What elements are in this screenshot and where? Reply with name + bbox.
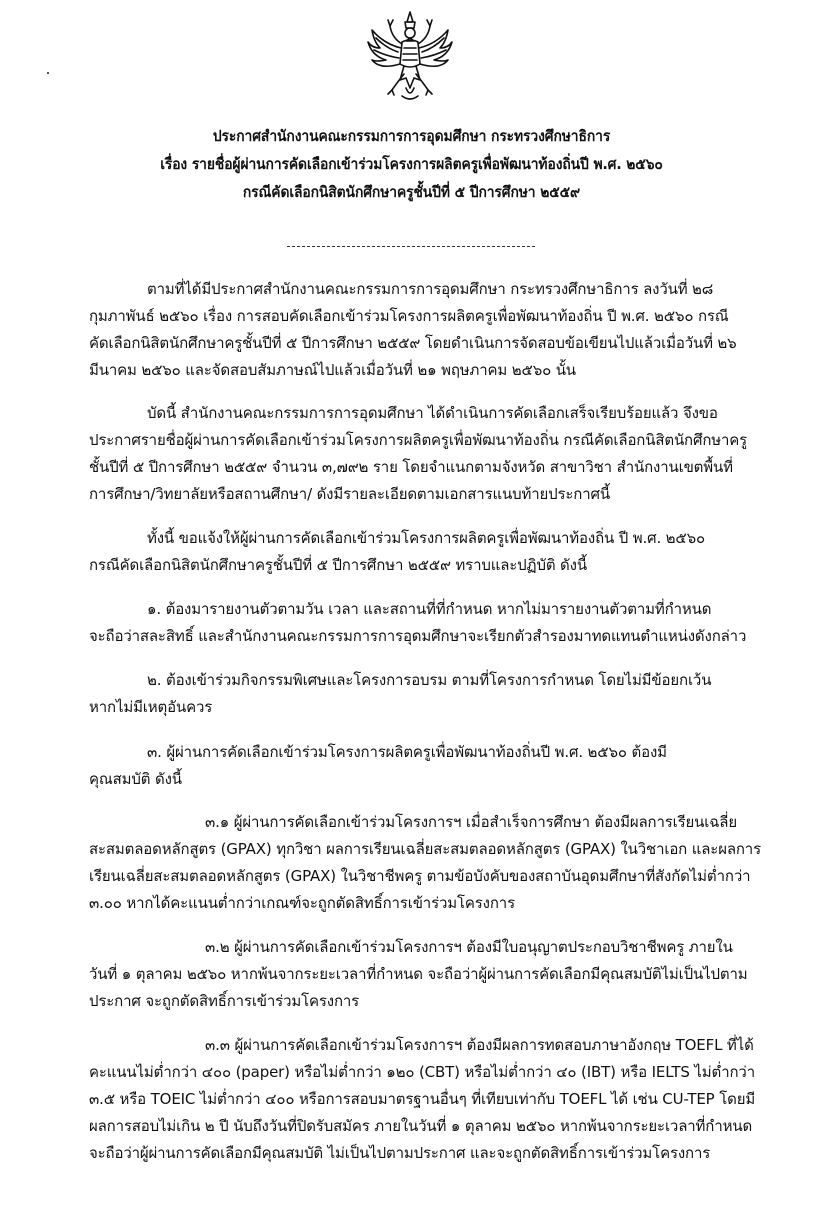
body-line: เรียนเฉลี่ยสะสมตลอดหลักสูตร (GPAX) ในวิชาชีพครู ตามข้อบังคับของสถาบันอุดมศึกษาที่สังกัดไม่ต่ำกว่า: [89, 867, 751, 885]
body-line: คุณสมบัติ ดังนี้: [89, 770, 182, 788]
scan-speck: [47, 72, 49, 74]
body-line: ๓.๐๐ หากได้คะแนนต่ำกว่าเกณฑ์จะถูกตัดสิทธิ์การเข้าร่วมโครงการ: [89, 894, 515, 912]
sub-item: ๓.๒ ผู้ผ่านการคัดเลือกเข้าร่วมโครงการฯ ต้องมีใบอนุญาตประกอบวิชาชีพครู ภายใน: [205, 938, 733, 956]
body-line: มีนาคม ๒๕๖๐ และจัดสอบสัมภาษณ์ไปแล้วเมื่อวันที่ ๒๑ พฤษภาคม ๒๕๖๐ นั้น: [89, 361, 576, 379]
body-line: หากไม่มีเหตุอันควร: [89, 698, 213, 716]
body-line: คะแนนไม่ต่ำกว่า ๔๐๐ (paper) หรือไม่ต่ำกว่า ๑๒๐ (CBT) หรือไม่ต่ำกว่า ๔๐ (IBT) หรือ IELTS ไม่ต่ำกว่า: [89, 1063, 755, 1081]
body-line: วันที่ ๑ ตุลาคม ๒๕๖๐ หากพ้นจากระยะเวลาที่กำหนด จะถือว่าผู้ผ่านการคัดเลือกมีคุณสมบัติไม่เป็นไปตาม: [89, 965, 748, 983]
body-line: บัดนี้ สำนักงานคณะกรรมการการอุดมศึกษา ได้ดำเนินการคัดเลือกเสร็จเรียบร้อยแล้ว จึงขอ: [147, 404, 718, 422]
numbered-item: ๒. ต้องเข้าร่วมกิจกรรมพิเศษและโครงการอบรม ตามที่โครงการกำหนด โดยไม่มีข้อยกเว้น: [147, 671, 712, 689]
header-subject: เรื่อง รายชื่อผู้ผ่านการคัดเลือกเข้าร่วมโครงการผลิตครูเพื่อพัฒนาท้องถิ่นปี พ.ศ. ๒๕๖๐: [160, 155, 663, 173]
body-line: คัดเลือกนิสิตนักศึกษาครูชั้นปีที่ ๕ ปีการศึกษา ๒๕๕๙ โดยดำเนินการจัดสอบข้อเขียนไปแล้วเมื่อวันที่ ๒๖: [89, 334, 737, 352]
body-line: กุมภาพันธ์ ๒๕๖๐ เรื่อง การสอบคัดเลือกเข้าร่วมโครงการผลิตครูเพื่อพัฒนาท้องถิ่น ปี พ.ศ. ๒๕๖๐ กรณี: [89, 307, 729, 325]
body-line: ตามที่ได้มีประกาศสำนักงานคณะกรรมการการอุดมศึกษา กระทรวงศึกษาธิการ ลงวันที่ ๒๘: [147, 280, 714, 298]
body-line: จะถือว่าสละสิทธิ์ และสำนักงานคณะกรรมการการอุดมศึกษาจะเรียกตัวสำรองมาทดแทนตำแหน่งดังกล่าว: [89, 627, 747, 645]
header-issuer: ประกาศสำนักงานคณะกรรมการการอุดมศึกษา กระทรวงศึกษาธิการ: [212, 127, 611, 145]
body-line: การศึกษา/วิทยาลัยหรือสถานศึกษา/ ดังมีรายละเอียดตามเอกสารแนบท้ายประกาศนี้: [89, 485, 610, 503]
numbered-item: ๓. ผู้ผ่านการคัดเลือกเข้าร่วมโครงการผลิตครูเพื่อพัฒนาท้องถิ่นปี พ.ศ. ๒๕๖๐ ต้องมี: [147, 743, 667, 761]
body-line: กรณีคัดเลือกนิสิตนักศึกษาครูชั้นปีที่ ๕ ปีการศึกษา ๒๕๕๙ ทราบและปฏิบัติ ดังนี้: [89, 556, 587, 574]
header-divider: [287, 246, 535, 247]
body-line: ชั้นปีที่ ๕ ปีการศึกษา ๒๕๕๙ จำนวน ๓,๗๙๒ ราย โดยจำแนกตามจังหวัด สาขาวิชา สำนักงานเขตพื้นที่: [89, 458, 733, 476]
body-line: ทั้งนี้ ขอแจ้งให้ผู้ผ่านการคัดเลือกเข้าร่วมโครงการผลิตครูเพื่อพัฒนาท้องถิ่น ปี พ.ศ. ๒๕๖๐: [147, 529, 705, 547]
body-line: ผลการสอบไม่เกิน ๒ ปี นับถึงวันที่ปิดรับสมัคร ภายในวันที่ ๑ ตุลาคม ๒๕๖๐ หากพ้นจากระยะเวลาที่กำหนด: [89, 1117, 753, 1135]
numbered-item: ๑. ต้องมารายงานตัวตามวัน เวลา และสถานที่ที่กำหนด หากไม่มารายงานตัวตามที่กำหนด: [147, 600, 712, 618]
body-line: ๓.๕ หรือ TOEIC ไม่ต่ำกว่า ๔๐๐ หรือการสอบมาตรฐานอื่นๆ ที่เทียบเท่ากับ TOEFL ได้ เช่น CU-TEP โดยมี: [89, 1090, 756, 1108]
sub-item: ๓.๓ ผู้ผ่านการคัดเลือกเข้าร่วมโครงการฯ ต้องมีผลการทดสอบภาษาอังกฤษ TOEFL ที่ได้: [205, 1036, 754, 1054]
announcement-header: [0, 122, 823, 206]
body-line: ประกาศรายชื่อผู้ผ่านการคัดเลือกเข้าร่วมโครงการผลิตครูเพื่อพัฒนาท้องถิ่น กรณีคัดเลือกนิสิตนักศึกษาครู: [89, 431, 748, 449]
header-case: กรณีคัดเลือกนิสิตนักศึกษาครูชั้นปีที่ ๕ ปีการศึกษา ๒๕๕๙: [242, 183, 581, 201]
garuda-emblem-icon: [366, 8, 454, 104]
body-line: จะถือว่าผู้ผ่านการคัดเลือกมีคุณสมบัติ ไม่เป็นไปตามประกาศ และจะถูกตัดสิทธิ์การเข้าร่วมโครงการ: [89, 1144, 711, 1162]
body-line: ประกาศ จะถูกตัดสิทธิ์การเข้าร่วมโครงการ: [89, 992, 360, 1010]
body-line: สะสมตลอดหลักสูตร (GPAX) ทุกวิชา ผลการเรียนเฉลี่ยสะสมตลอดหลักสูตร (GPAX) ในวิชาเอก และผลการ: [89, 840, 761, 858]
sub-item: ๓.๑ ผู้ผ่านการคัดเลือกเข้าร่วมโครงการฯ เมื่อสำเร็จการศึกษา ต้องมีผลการเรียนเฉลี่ย: [205, 813, 737, 831]
